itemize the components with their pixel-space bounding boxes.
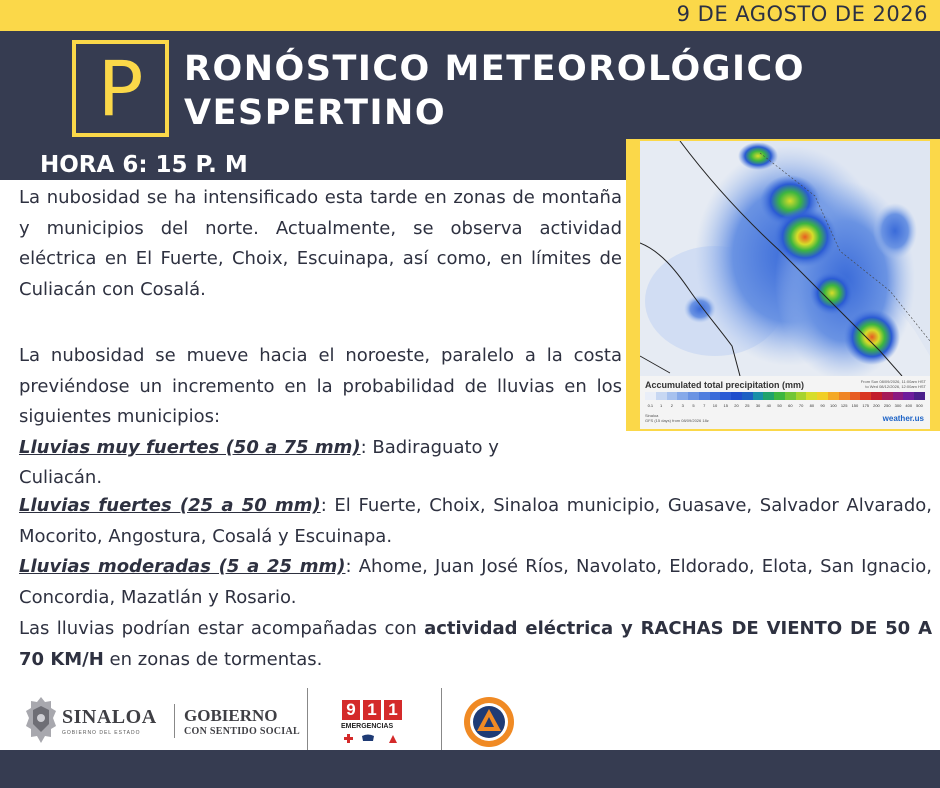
rain-heavy-municipalities: : El Fuerte, Choix, Sinaloa municipio, Guasave, Salvador Alvarado, Mocorito, Angostura, Cosalá y Escuinapa. bbox=[19, 495, 932, 547]
precipitation-map-frame bbox=[626, 139, 940, 431]
storm-warning-end: en zonas de tormentas. bbox=[103, 648, 323, 670]
legend-color-swatch bbox=[806, 392, 817, 400]
rain-moderate-municipalities: : Ahome, Juan José Ríos, Navolato, Eldorado, Elota, San Ignacio, Concordia, Mazatlán y Rosario. bbox=[19, 556, 932, 608]
emergency-911-digit: 1 bbox=[384, 700, 402, 720]
legend-tick-label: 150 bbox=[851, 403, 859, 408]
legend-color-swatch bbox=[731, 392, 742, 400]
legend-color-swatch bbox=[785, 392, 796, 400]
title-initial-letter: P bbox=[97, 44, 144, 133]
legend-color-swatch bbox=[828, 392, 839, 400]
legend-color-swatch bbox=[645, 392, 656, 400]
legend-tick-label: 175 bbox=[862, 403, 870, 408]
gobierno-subtitle: CON SENTIDO SOCIAL bbox=[184, 726, 300, 737]
footer-divider bbox=[441, 688, 442, 750]
legend-color-swatch bbox=[710, 392, 721, 400]
legend-tick-label: 125 bbox=[840, 403, 848, 408]
rain-moderate bbox=[19, 552, 932, 613]
precipitation-map bbox=[640, 141, 930, 429]
legend-color-swatch bbox=[860, 392, 871, 400]
legend-color-swatch bbox=[699, 392, 710, 400]
legend-tick-label: 200 bbox=[873, 403, 880, 408]
legend-tick-label: 20 bbox=[734, 403, 739, 408]
legend-tick-label: 7 bbox=[703, 403, 706, 408]
legend-color-swatch bbox=[677, 392, 688, 400]
legend-color-swatch bbox=[850, 392, 861, 400]
precipitation-map-image bbox=[640, 141, 930, 376]
legend-tick-label: 400 bbox=[905, 403, 913, 408]
legend-tick-label: 1 bbox=[660, 403, 663, 408]
legend-tick-label: 30 bbox=[755, 403, 761, 408]
storm-warning-intro: Las lluvias podrían estar acompañadas con bbox=[19, 618, 425, 639]
civil-protection-logo-icon bbox=[463, 696, 515, 748]
legend-color-swatch bbox=[742, 392, 753, 400]
legend-color-swatch bbox=[753, 392, 764, 400]
rain-very-heavy-municipalities: : Badiraguato y bbox=[360, 437, 499, 458]
legend-tick-label: 90 bbox=[820, 403, 825, 408]
legend-tick-label: 500 bbox=[916, 403, 923, 408]
emergency-911-digit: 9 bbox=[342, 700, 360, 720]
legend-color-swatch bbox=[817, 392, 828, 400]
page-title bbox=[184, 47, 805, 135]
sinaloa-wordmark: SINALOA bbox=[62, 706, 157, 728]
legend-tick-label: 15 bbox=[723, 403, 728, 408]
legend-tick-label: 70 bbox=[798, 403, 804, 408]
footer-logos bbox=[0, 682, 940, 750]
rain-very-heavy-continued: Culiacán. bbox=[19, 467, 103, 488]
legend-color-swatch bbox=[796, 392, 807, 400]
legend-color-swatch bbox=[720, 392, 731, 400]
title-initial-box bbox=[72, 40, 169, 137]
legend-color-swatch bbox=[871, 392, 882, 400]
rain-heavy bbox=[19, 491, 932, 552]
legend-date-range: From Sun 08/09/2026, 11:00am HST to Wed 08/12/2026, 12:00am HST bbox=[860, 379, 926, 389]
legend-title: Accumulated total precipitation (mm) bbox=[645, 380, 805, 390]
legend-tick-label: 80 bbox=[809, 403, 815, 408]
rain-moderate-label: Lluvias moderadas (5 a 25 mm) bbox=[19, 556, 346, 577]
legend-color-swatch bbox=[656, 392, 667, 400]
emergency-911-digit: 1 bbox=[363, 700, 381, 720]
legend-tick-label: 5 bbox=[692, 403, 695, 408]
legend-tick-label: 100 bbox=[830, 403, 837, 408]
date-bar bbox=[0, 0, 940, 31]
bottom-bar bbox=[0, 750, 940, 788]
title-line-1: RONÓSTICO METEOROLÓGICO bbox=[184, 49, 805, 89]
legend-tick-label: 2 bbox=[670, 403, 674, 408]
report-date: 9 DE AGOSTO DE 2026 bbox=[676, 2, 928, 26]
legend-tick-labels bbox=[645, 403, 925, 408]
legend-color-scale bbox=[645, 392, 925, 400]
legend-tick-label: 0.1 bbox=[647, 403, 654, 408]
legend-color-swatch bbox=[903, 392, 914, 400]
legend-tick-label: 40 bbox=[766, 403, 772, 408]
legend-tick-label: 250 bbox=[883, 403, 891, 408]
legend-tick-label: 10 bbox=[712, 403, 718, 408]
title-line-2: VESPERTINO bbox=[184, 93, 447, 133]
rain-heavy-label: Lluvias fuertes (25 a 50 mm) bbox=[19, 495, 321, 516]
report-time: HORA 6: 15 P. M bbox=[40, 152, 248, 178]
footer-divider bbox=[174, 704, 175, 738]
gobierno-wordmark: GOBIERNO bbox=[184, 706, 278, 725]
legend-color-swatch bbox=[882, 392, 893, 400]
sinaloa-subtitle: GOBIERNO DEL ESTADO bbox=[62, 730, 141, 736]
emergencias-label: EMERGENCIAS bbox=[341, 723, 394, 730]
storm-warning-highlight: actividad eléctrica y RACHAS DE VIENTO DE 50 A 70 KM/H bbox=[19, 618, 932, 670]
rain-very-heavy-label: Lluvias muy fuertes (50 a 75 mm) bbox=[19, 437, 361, 458]
legend-tick-label: 50 bbox=[777, 403, 782, 408]
legend-source: Sinaloa GFS (15 days) from 08/09/2026 18z bbox=[645, 413, 709, 423]
legend-color-swatch bbox=[839, 392, 850, 400]
map-legend bbox=[640, 376, 930, 429]
legend-color-swatch bbox=[914, 392, 925, 400]
legend-tick-label: 300 bbox=[894, 403, 902, 408]
legend-tick-label: 25 bbox=[745, 403, 750, 408]
emergency-services-icons bbox=[342, 733, 402, 745]
legend-color-swatch bbox=[667, 392, 678, 400]
legend-color-swatch bbox=[774, 392, 785, 400]
rain-very-heavy bbox=[19, 433, 622, 464]
footer-divider bbox=[307, 688, 308, 750]
paragraph-cloud-intensification: La nubosidad se ha intensificado esta tarde en zonas de montaña y municipios del norte. Actualmente, se observa actividad eléctrica en El Fuerte, Choix, Escuinapa, así como, en límites de Culiacán con Cosalá. bbox=[19, 187, 622, 300]
sinaloa-coat-of-arms-icon bbox=[24, 696, 58, 744]
legend-tick-label: 60 bbox=[788, 403, 793, 408]
legend-color-swatch bbox=[893, 392, 904, 400]
legend-color-swatch bbox=[688, 392, 699, 400]
map-brand-logo: weather.us bbox=[882, 414, 924, 423]
paragraph-cloud-movement: La nubosidad se mueve hacia el noroeste, paralelo a la costa previéndose un incremento en la probabilidad de lluvias en los siguientes municipios: bbox=[19, 345, 622, 427]
legend-color-swatch bbox=[763, 392, 774, 400]
paragraph-storm-warning bbox=[19, 614, 932, 675]
legend-tick-label: 3 bbox=[681, 403, 684, 408]
